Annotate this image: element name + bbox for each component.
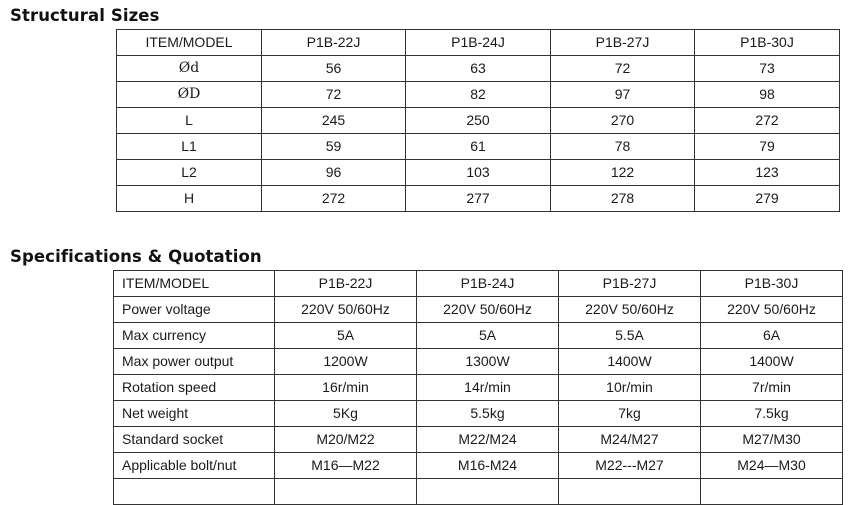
cell: [114, 479, 275, 505]
cell: 5.5kg: [417, 401, 559, 427]
cell: 103: [406, 160, 551, 186]
cell: 10r/min: [559, 375, 701, 401]
cell: 79: [695, 134, 840, 160]
cell: 278: [551, 186, 695, 212]
cell: M22/M24: [417, 427, 559, 453]
row-label: ØD: [117, 82, 262, 108]
cell: 123: [695, 160, 840, 186]
cell: 1400W: [701, 349, 843, 375]
row-label: H: [117, 186, 262, 212]
cell: 1200W: [275, 349, 417, 375]
cell: 277: [406, 186, 551, 212]
header-cell: ITEM/MODEL: [114, 271, 275, 297]
cell: 250: [406, 108, 551, 134]
row-label: Ød: [117, 56, 262, 82]
row-label: Max currency: [114, 323, 275, 349]
row-label: Power voltage: [114, 297, 275, 323]
cell: M24/M27: [559, 427, 701, 453]
cell: M22---M27: [559, 453, 701, 479]
cell: 63: [406, 56, 551, 82]
header-cell: P1B-24J: [417, 271, 559, 297]
row-label: Applicable bolt/nut: [114, 453, 275, 479]
cell: 279: [695, 186, 840, 212]
cell: 56: [262, 56, 406, 82]
table-row: [117, 134, 840, 160]
table-row: [114, 297, 843, 323]
cell: 14r/min: [417, 375, 559, 401]
cell: M20/M22: [275, 427, 417, 453]
cell: 1400W: [559, 349, 701, 375]
cell: 7kg: [559, 401, 701, 427]
header-cell: P1B-30J: [701, 271, 843, 297]
cell: 61: [406, 134, 551, 160]
cell: 5A: [275, 323, 417, 349]
structural-sizes-heading: Structural Sizes: [10, 6, 160, 25]
header-cell: P1B-24J: [406, 30, 551, 56]
cell: 122: [551, 160, 695, 186]
table-row: [114, 323, 843, 349]
table-header-row: [117, 30, 840, 56]
table-row: [117, 160, 840, 186]
cell: 272: [695, 108, 840, 134]
table-row: [114, 427, 843, 453]
specifications-table: [113, 270, 843, 505]
cell: 5.5A: [559, 323, 701, 349]
cell: 272: [262, 186, 406, 212]
cell: 1300W: [417, 349, 559, 375]
row-label: L: [117, 108, 262, 134]
row-label: L2: [117, 160, 262, 186]
cell: 82: [406, 82, 551, 108]
cell: 220V 50/60Hz: [417, 297, 559, 323]
row-label: Standard socket: [114, 427, 275, 453]
row-label: Max power output: [114, 349, 275, 375]
row-label: Rotation speed: [114, 375, 275, 401]
cell: 245: [262, 108, 406, 134]
cell: 72: [551, 56, 695, 82]
table-row: [114, 401, 843, 427]
cell: [701, 479, 843, 505]
cell: M24—M30: [701, 453, 843, 479]
table-row: [114, 375, 843, 401]
cell: [417, 479, 559, 505]
table-row: [117, 56, 840, 82]
header-cell: P1B-22J: [262, 30, 406, 56]
cell: 6A: [701, 323, 843, 349]
cell: 16r/min: [275, 375, 417, 401]
cell: 5A: [417, 323, 559, 349]
header-cell: P1B-22J: [275, 271, 417, 297]
header-cell: P1B-27J: [559, 271, 701, 297]
cell: M16—M22: [275, 453, 417, 479]
structural-sizes-table: [116, 29, 840, 212]
cell: 7r/min: [701, 375, 843, 401]
cell: 72: [262, 82, 406, 108]
header-cell: P1B-27J: [551, 30, 695, 56]
cell: [275, 479, 417, 505]
cell: M16-M24: [417, 453, 559, 479]
table-row-cutoff: [114, 479, 843, 505]
table-row: [117, 108, 840, 134]
table-row: [114, 453, 843, 479]
header-cell: ITEM/MODEL: [117, 30, 262, 56]
cell: 220V 50/60Hz: [701, 297, 843, 323]
cell: [559, 479, 701, 505]
row-label: Net weight: [114, 401, 275, 427]
row-label: L1: [117, 134, 262, 160]
table-row: [117, 186, 840, 212]
table-header-row: [114, 271, 843, 297]
cell: 7.5kg: [701, 401, 843, 427]
specifications-heading: Specifications & Quotation: [10, 247, 262, 266]
cell: 97: [551, 82, 695, 108]
cell: M27/M30: [701, 427, 843, 453]
cell: 220V 50/60Hz: [559, 297, 701, 323]
table-row: [114, 349, 843, 375]
table-row: [117, 82, 840, 108]
cell: 220V 50/60Hz: [275, 297, 417, 323]
cell: 73: [695, 56, 840, 82]
cell: 78: [551, 134, 695, 160]
cell: 98: [695, 82, 840, 108]
header-cell: P1B-30J: [695, 30, 840, 56]
cell: 59: [262, 134, 406, 160]
cell: 5Kg: [275, 401, 417, 427]
cell: 96: [262, 160, 406, 186]
cell: 270: [551, 108, 695, 134]
